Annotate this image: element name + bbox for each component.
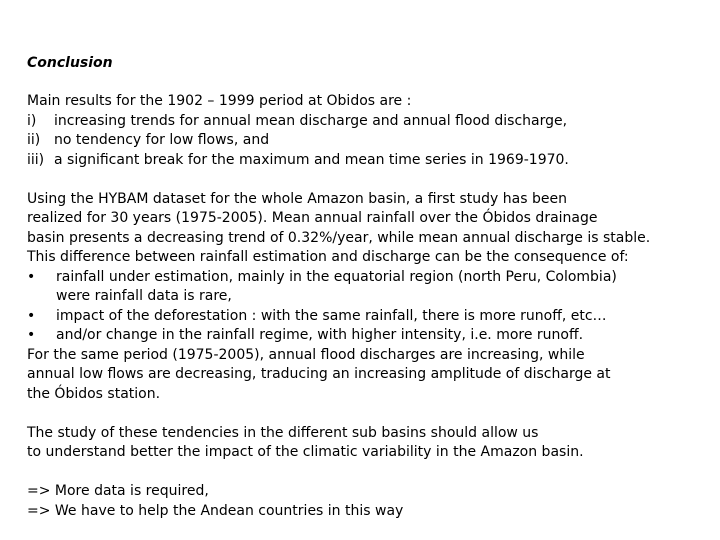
paragraph-line: realized for 30 years (1975-2005). Mean annual rainfall over the Óbidos drainage xyxy=(27,210,598,226)
bullet-marker: • xyxy=(27,307,36,324)
result-item xyxy=(27,131,717,151)
bullet-marker: • xyxy=(27,268,36,285)
result-number: ii) xyxy=(27,132,41,148)
paragraph-line: basin presents a decreasing trend of 0.32%/year, while mean annual discharge is stable. xyxy=(27,229,651,246)
result-text: a significant break for the maximum and mean time series in 1969-1970. xyxy=(54,151,569,168)
paragraph-line: For the same period (1975-2005), annual flood discharges are increasing, while xyxy=(27,346,585,363)
paragraph-line: to understand better the impact of the climatic variability in the Amazon basin. xyxy=(27,444,584,460)
bullet-item xyxy=(27,268,717,288)
closing-line: => We have to help the Andean countries in this way xyxy=(27,502,404,519)
paragraph-line: annual low flows are decreasing, traducing an increasing amplitude of discharge at xyxy=(27,366,611,382)
paragraph-line: the Óbidos station. xyxy=(27,385,161,402)
closing-line: => More data is required, xyxy=(27,483,209,499)
result-item xyxy=(27,151,717,171)
result-text: no tendency for low flows, and xyxy=(54,132,270,148)
result-text: increasing trends for annual mean discharge and annual flood discharge, xyxy=(54,112,568,129)
document-page xyxy=(27,54,717,521)
paragraph-line: Using the HYBAM dataset for the whole Amazon basin, a first study has been xyxy=(27,190,567,207)
result-number: i) xyxy=(27,112,37,129)
section-title: Conclusion xyxy=(27,55,113,71)
result-item xyxy=(27,112,717,132)
paragraph-line: This difference between rainfall estimation and discharge can be the consequence of: xyxy=(27,249,629,265)
bullet-continuation: were rainfall data is rare, xyxy=(56,288,232,304)
bullet-marker: • xyxy=(27,327,36,343)
bullet-text: impact of the deforestation : with the same rainfall, there is more runoff, etc… xyxy=(56,307,607,324)
bullet-item xyxy=(27,307,717,327)
bullet-text: and/or change in the rainfall regime, with higher intensity, i.e. more runoff. xyxy=(56,327,584,343)
result-number: iii) xyxy=(27,151,45,168)
paragraph-line: The study of these tendencies in the different sub basins should allow us xyxy=(27,424,539,441)
intro-line: Main results for the 1902 – 1999 period at Obidos are : xyxy=(27,93,412,109)
bullet-item xyxy=(27,326,717,346)
bullet-text: rainfall under estimation, mainly in the equatorial region (north Peru, Colombia) xyxy=(56,268,617,285)
